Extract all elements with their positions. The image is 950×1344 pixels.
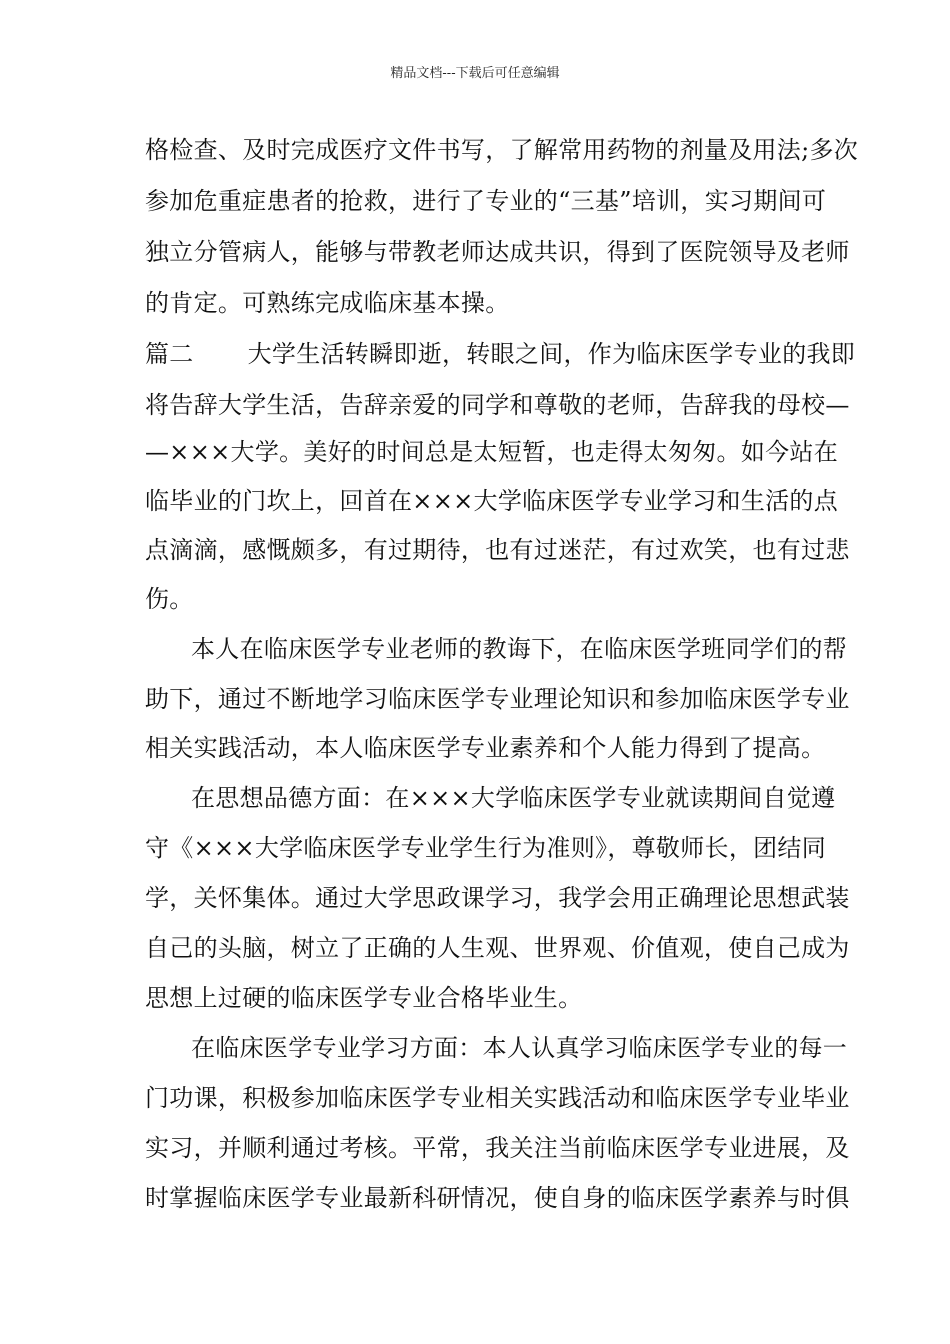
text-line: 自己的头脑，树立了正确的人生观、世界观、价值观，使自己成为 (145, 934, 850, 962)
text-line: 相关实践活动，本人临床医学专业素养和个人能力得到了提高。 (145, 734, 826, 762)
section-first-line: 大学生活转瞬即逝，转眼之间，作为临床医学专业的我即 (247, 340, 856, 368)
paragraph-first-line: 在临床医学专业学习方面：本人认真学习临床医学专业的每一 (191, 1034, 848, 1062)
text-line: 参加危重症患者的抢救，进行了专业的“三基”培训，实习期间可 (145, 187, 827, 215)
paragraph-first-line: 本人在临床医学专业老师的教诲下，在临床医学班同学们的帮 (191, 635, 848, 663)
section-heading-line (145, 339, 856, 369)
page-header: 精品文档---下载后可任意编辑 (390, 66, 560, 81)
text-line: 的肯定。可熟练完成临床基本操。 (145, 289, 510, 317)
text-line: 时掌握临床医学专业最新科研情况，使自身的临床医学素养与时俱 (145, 1184, 850, 1212)
text-line: 点滴滴，感慨颇多，有过期待，也有过迷茫，有过欢笑，也有过悲 (145, 536, 850, 564)
paragraph-first-line: 在思想品德方面：在×××大学临床医学专业就读期间自觉遵 (191, 784, 836, 812)
text-line: 守《×××大学临床医学专业学生行为准则》，尊敬师长，团结同 (145, 834, 827, 862)
text-line: 格检查、及时完成医疗文件书写，了解常用药物的剂量及用法;多次 (145, 136, 859, 164)
text-line: —×××大学。美好的时间总是太短暂，也走得太匆匆。如今站在 (145, 438, 839, 466)
text-line: 临毕业的门坎上，回首在×××大学临床医学专业学习和生活的点 (145, 487, 839, 515)
text-line: 伤。 (145, 585, 194, 613)
text-line: 学，关怀集体。通过大学思政课学习，我学会用正确理论思想武装 (145, 884, 850, 912)
text-line: 将告辞大学生活，告辞亲爱的同学和尊敬的老师，告辞我的母校— (145, 391, 850, 419)
text-line: 思想上过硬的临床医学专业合格毕业生。 (145, 984, 583, 1012)
section-label: 篇二 (145, 340, 194, 368)
text-line: 门功课，积极参加临床医学专业相关实践活动和临床医学专业毕业 (145, 1084, 850, 1112)
text-line: 助下，通过不断地学习临床医学专业理论知识和参加临床医学专业 (145, 685, 850, 713)
text-line: 实习，并顺利通过考核。平常，我关注当前临床医学专业进展，及 (145, 1134, 850, 1162)
text-line: 独立分管病人，能够与带教老师达成共识，得到了医院领导及老师 (145, 238, 850, 266)
